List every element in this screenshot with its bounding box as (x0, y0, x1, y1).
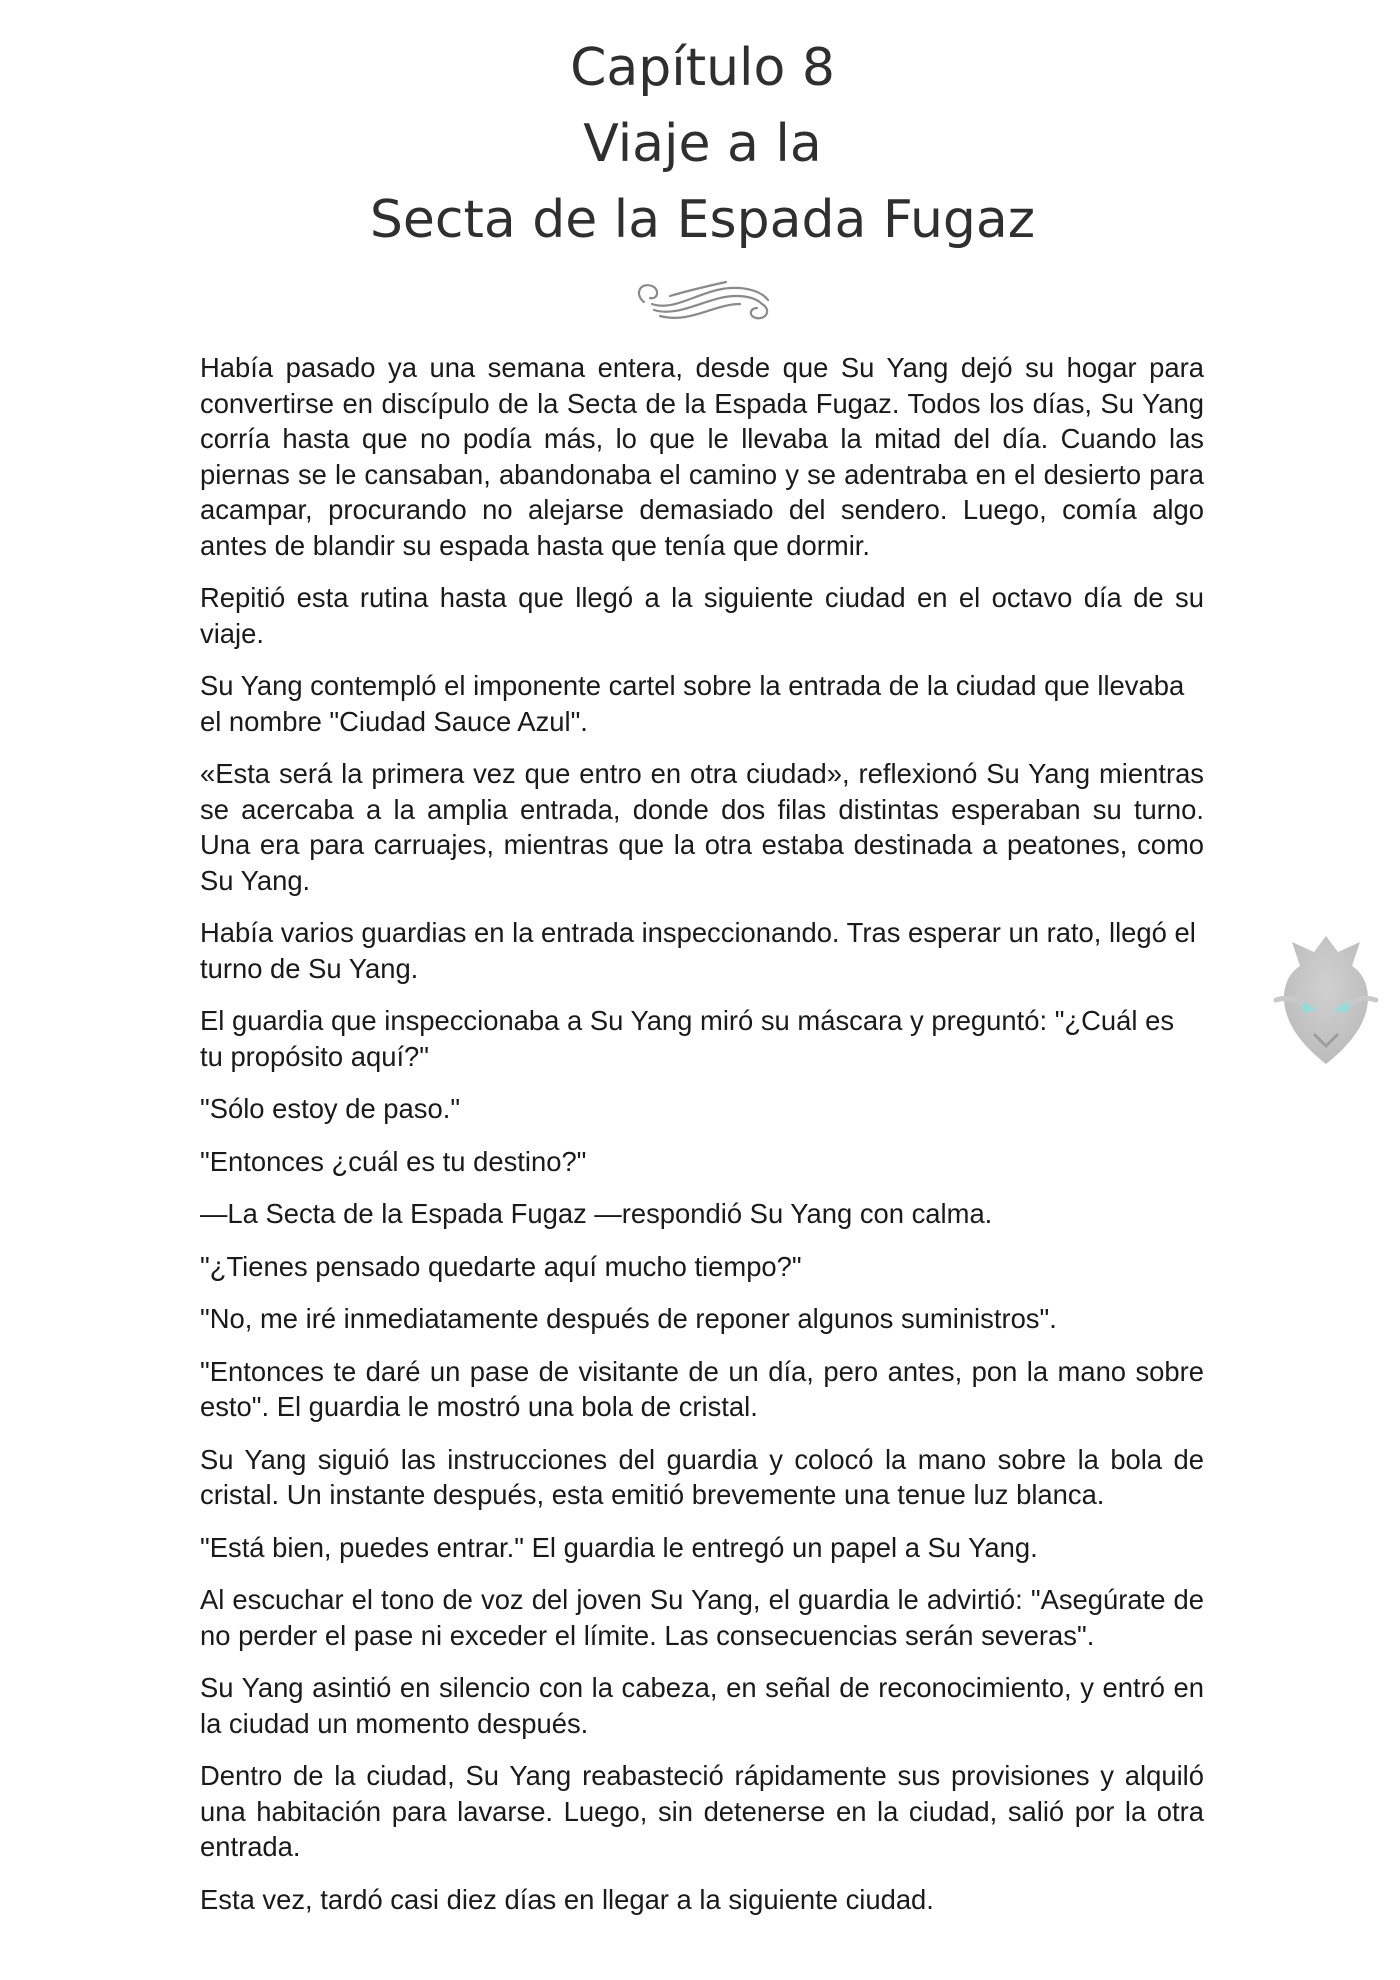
chapter-number: Capítulo 8 (570, 38, 835, 98)
paragraph: «Esta será la primera vez que entro en otra ciudad», reflexionó Su Yang mientras se acercaba a la amplia entrada, donde dos filas distintas esperaban su turno. Una era para carruajes, mientras que la otra estaba destinada a peatones, como Su Yang. (200, 758, 1204, 896)
flourish-divider-icon (630, 272, 778, 328)
paragraph: —La Secta de la Espada Fugaz —respondió Su Yang con calma. (200, 1198, 993, 1229)
paragraph: Su Yang siguió las instrucciones del guardia y colocó la mano sobre la bola de cristal. Un instante después, esta emitió brevemente una tenue luz blanca. (200, 1443, 1204, 1510)
chapter-title-line-1: Viaje a la (583, 114, 822, 174)
chapter-body (200, 350, 1204, 1934)
paragraph: "¿Tienes pensado quedarte aquí mucho tiempo?" (200, 1250, 802, 1282)
paragraph: Su Yang asintió en silencio con la cabeza, en señal de reconocimiento, y entró en la ciudad un momento después. (200, 1672, 1204, 1739)
paragraph: Había varios guardias en la entrada inspeccionando. Tras esperar un rato, llegó el turno de Su Yang. (200, 917, 1196, 984)
demon-mask-logo-icon (1268, 930, 1384, 1070)
chapter-title-line-2: Secta de la Espada Fugaz (369, 190, 1036, 250)
paragraph: Repitió esta rutina hasta que llegó a la siguiente ciudad en el octavo día de su viaje. (200, 582, 1204, 649)
paragraph: Esta vez, tardó casi diez días en llegar a la siguiente ciudad. (200, 1883, 934, 1915)
paragraph: El guardia que inspeccionaba a Su Yang miró su máscara y preguntó: "¿Cuál es tu propósito aquí?" (200, 1005, 1175, 1072)
paragraph: Al escuchar el tono de voz del joven Su Yang, el guardia le advirtió: "Asegúrate de no perder el pase ni exceder el límite. Las consecuencias serán severas". (200, 1584, 1204, 1651)
chapter-title (0, 30, 1400, 258)
paragraph: Había pasado ya una semana entera, desde que Su Yang dejó su hogar para convertirse en discípulo de la Secta de la Espada Fugaz. Todos los días, Su Yang corría hasta que no podía más, lo que le llevaba la mitad del día. Cuando las piernas se le cansaban, abandonaba el camino y se adentraba en el desierto para acampar, procurando no alejarse demasiado del sendero. Luego, comía algo antes de blandir su espada hasta que tenía que dormir. (200, 352, 1204, 561)
paragraph: "Entonces ¿cuál es tu destino?" (200, 1145, 587, 1177)
paragraph: Su Yang contempló el imponente cartel sobre la entrada de la ciudad que llevaba el nombre "Ciudad Sauce Azul". (200, 670, 1185, 737)
paragraph: "Sólo estoy de paso." (200, 1093, 461, 1124)
paragraph: Dentro de la ciudad, Su Yang reabasteció rápidamente sus provisiones y alquiló una habitación para lavarse. Luego, sin detenerse en la ciudad, salió por la otra entrada. (200, 1760, 1204, 1862)
paragraph: "Entonces te daré un pase de visitante de un día, pero antes, pon la mano sobre esto". El guardia le mostró una bola de cristal. (200, 1355, 1204, 1422)
paragraph: "No, me iré inmediatamente después de reponer algunos suministros". (200, 1303, 1057, 1334)
paragraph: "Está bien, puedes entrar." El guardia le entregó un papel a Su Yang. (200, 1531, 1038, 1563)
